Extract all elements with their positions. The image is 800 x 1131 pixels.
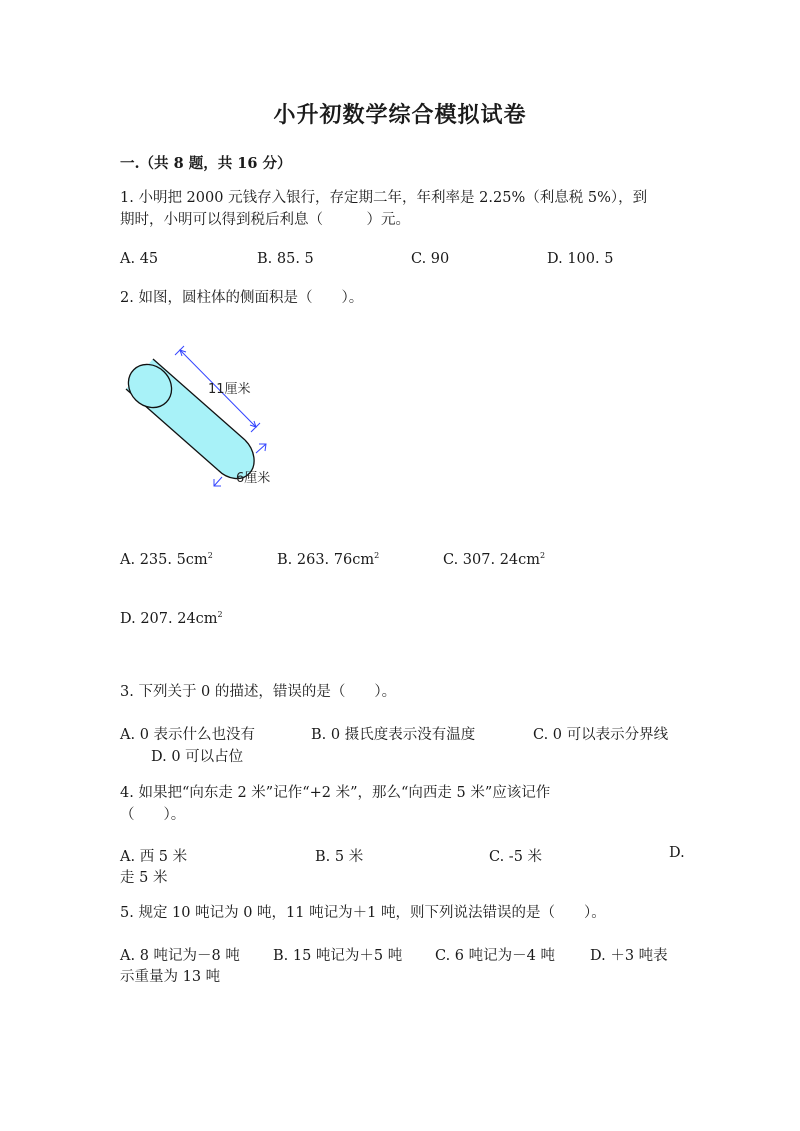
q5-option-c[interactable]: C. 6 吨记为－4 吨 <box>435 948 555 964</box>
question-4-line-1: 4. 如果把“向东走 2 米”记作“+2 米”，那么“向西走 5 米”应该记作 <box>120 785 551 801</box>
cylinder-figure <box>120 340 300 510</box>
q3-option-d[interactable]: D. 0 可以占位 <box>151 749 244 765</box>
question-5-text: 5. 规定 10 吨记为 0 吨，11 吨记为＋1 吨，则下列说法错误的是（ ）。 <box>120 905 606 921</box>
q4-option-c[interactable]: C. -5 米 <box>489 849 543 865</box>
question-2-text: 2. 如图，圆柱体的侧面积是（ ）。 <box>120 290 364 306</box>
page-title: 小升初数学综合模拟试卷 <box>273 102 527 128</box>
q1-option-c[interactable]: C. 90 <box>411 251 450 267</box>
q2-option-c[interactable]: C. 307. $24cm^2$ <box>443 551 546 568</box>
q1-option-d[interactable]: D. 100. 5 <box>547 251 614 267</box>
q2-option-a[interactable]: A. 235. $5cm^2$ <box>120 551 213 568</box>
q4-option-d-continued: 走 5 米 <box>120 870 168 886</box>
question-3-text: 3. 下列关于 0 的描述，错误的是（ ）。 <box>120 684 397 700</box>
diameter-label: 6厘米 <box>236 471 271 486</box>
q2-option-b[interactable]: B. 263. $76cm^2$ <box>277 551 380 568</box>
q4-option-a[interactable]: A. 西 5 米 <box>120 849 188 865</box>
length-label: 11厘米 <box>208 382 251 397</box>
q5-option-a[interactable]: A. 8 吨记为－8 吨 <box>120 948 240 964</box>
q3-option-a[interactable]: A. 0 表示什么也没有 <box>120 727 256 743</box>
q3-option-c[interactable]: C. 0 可以表示分界线 <box>533 727 669 743</box>
q4-option-d[interactable]: D. <box>669 845 685 861</box>
question-4-line-2: （ ）。 <box>120 807 186 823</box>
q5-option-d-continued: 示重量为 13 吨 <box>120 969 221 985</box>
section-header: 一.（共 8 题，共 16 分） <box>120 155 292 172</box>
q4-option-b[interactable]: B. 5 米 <box>315 849 364 865</box>
q2-option-d[interactable]: D. 207. $24cm^2$ <box>120 610 223 627</box>
q1-option-a[interactable]: A. 45 <box>120 251 159 267</box>
q5-option-b[interactable]: B. 15 吨记为＋5 吨 <box>273 948 403 964</box>
diameter-arrow-bottom <box>214 477 222 486</box>
question-1-line-1: 1. 小明把 2000 元钱存入银行，存定期二年，年利率是 2.25%（利息税 5%），到 <box>120 190 648 206</box>
q3-option-b[interactable]: B. 0 摄氏度表示没有温度 <box>311 727 476 743</box>
diameter-arrow-top <box>256 444 266 453</box>
q1-option-b[interactable]: B. 85. 5 <box>257 251 314 267</box>
question-1-line-2: 期时，小明可以得到税后利息（ ）元。 <box>120 212 410 228</box>
q5-option-d[interactable]: D. ＋3 吨表 <box>590 948 668 964</box>
